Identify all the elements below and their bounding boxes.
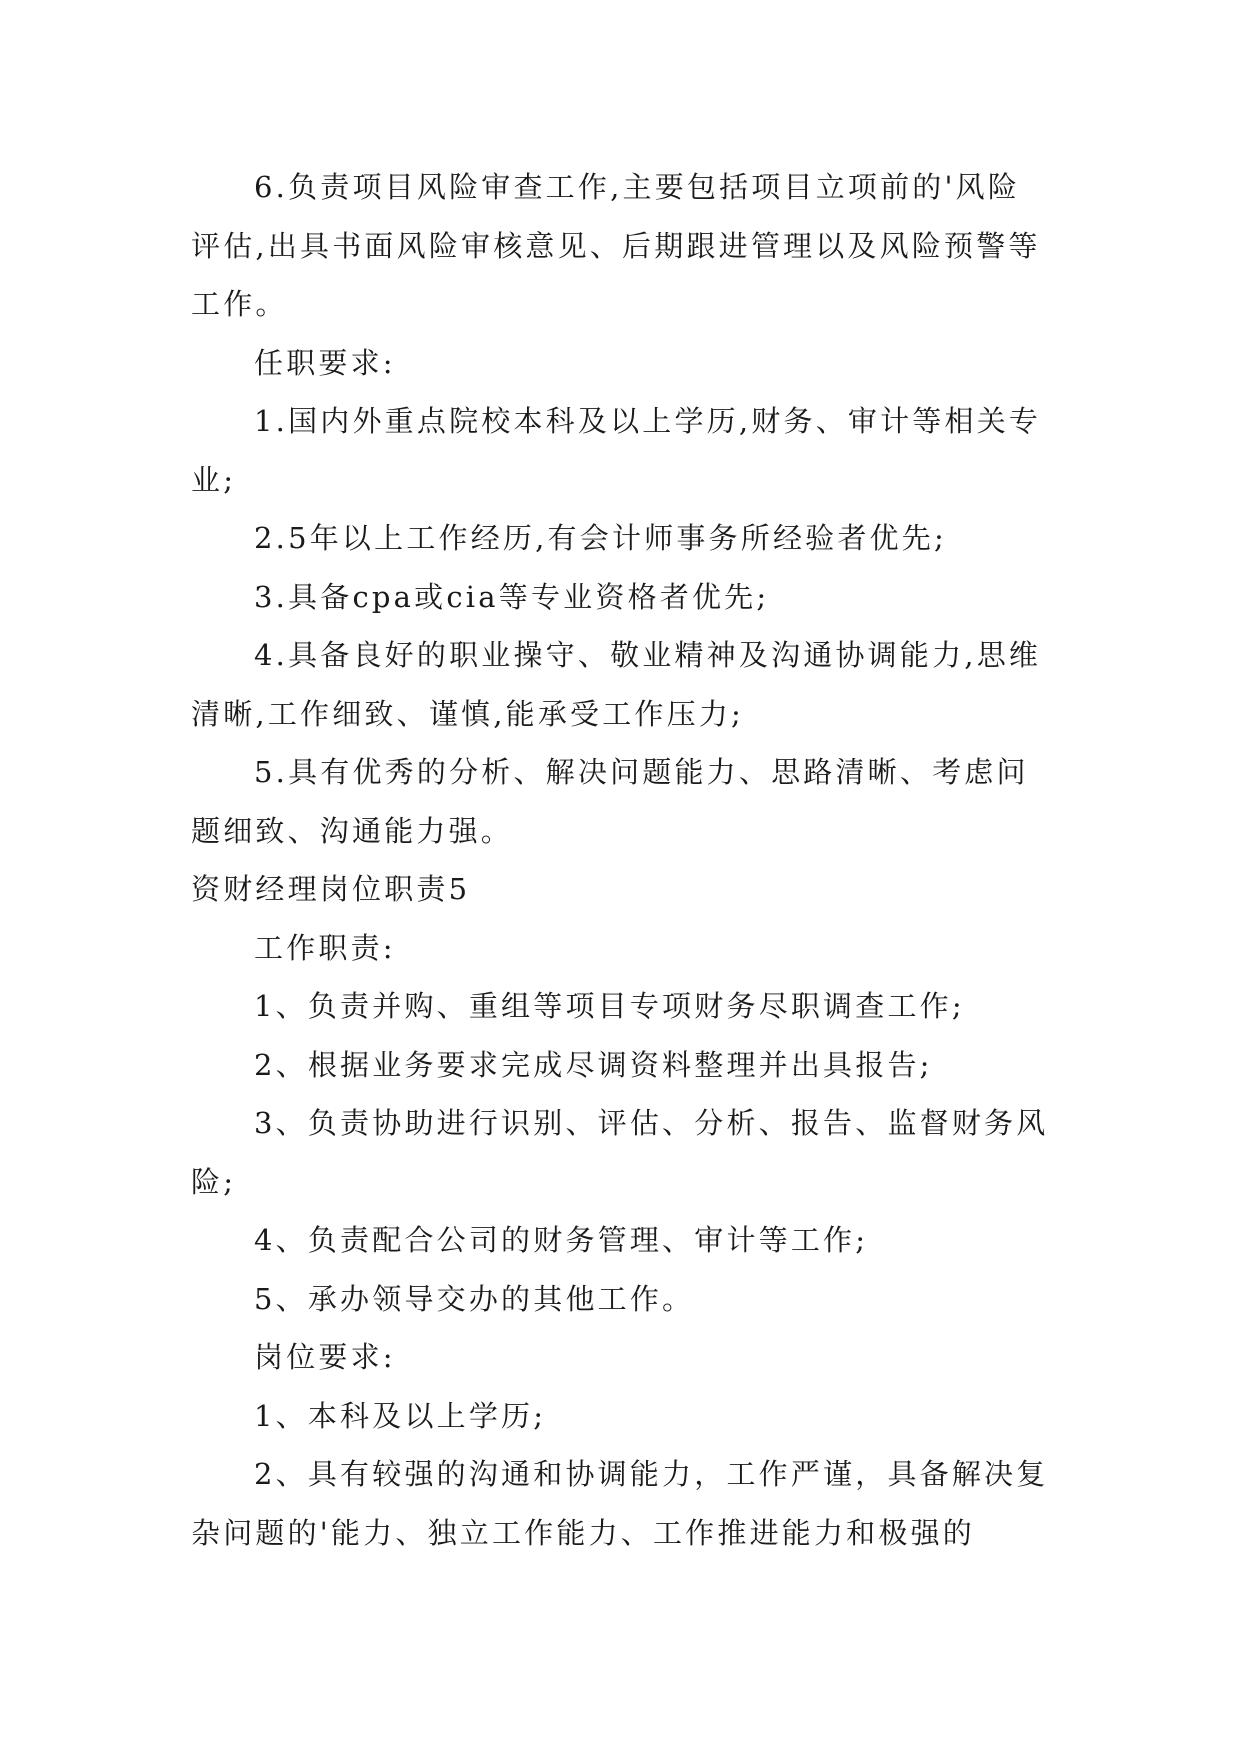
requirement-item: 4.具备良好的职业操守、敬业精神及沟通协调能力,思维清晰,工作细致、谨慎,能承受工作压力; <box>191 638 1042 731</box>
duty-item: 1、负责并购、重组等项目专项财务尽职调查工作; <box>254 989 965 1023</box>
position-requirement-item: 2、具有较强的沟通和协调能力，工作严谨，具备解决复杂问题的'能力、独立工作能力、工作推进能力和极强的 <box>191 1457 1049 1550</box>
section-label-requirements: 任职要求: <box>254 345 396 380</box>
duty-item: 5、承办领导交办的其他工作。 <box>254 1281 695 1316</box>
paragraph-risk-review: 6.负责项目风险审查工作,主要包括项目立项前的'风险评估,出具书面风险审核意见、后期跟进管理以及风险预警等工作。 <box>191 170 1041 321</box>
requirement-item: 3.具备cpa或cia等专业资格者优先; <box>254 579 770 614</box>
requirement-item: 2.5年以上工作经历,有会计师事务所经验者优先; <box>254 521 947 555</box>
requirement-item: 5.具有优秀的分析、解决问题能力、思路清晰、考虑问题细致、沟通能力强。 <box>191 755 1029 848</box>
section-heading: 资财经理岗位职责5 <box>191 872 471 906</box>
position-requirement-item: 1、本科及以上学历; <box>254 1398 547 1433</box>
requirement-item: 1.国内外重点院校本科及以上学历,财务、审计等相关专业; <box>191 404 1042 497</box>
duty-item: 3、负责协助进行识别、评估、分析、报告、监督财务风险; <box>191 1106 1049 1199</box>
section-label-duties: 工作职责: <box>254 930 396 965</box>
duty-item: 4、负责配合公司的财务管理、审计等工作; <box>254 1223 869 1257</box>
duty-item: 2、根据业务要求完成尽调资料整理并出具报告; <box>254 1047 933 1082</box>
document-body <box>191 158 1051 1562</box>
section-label-position-requirements: 岗位要求: <box>254 1340 396 1374</box>
